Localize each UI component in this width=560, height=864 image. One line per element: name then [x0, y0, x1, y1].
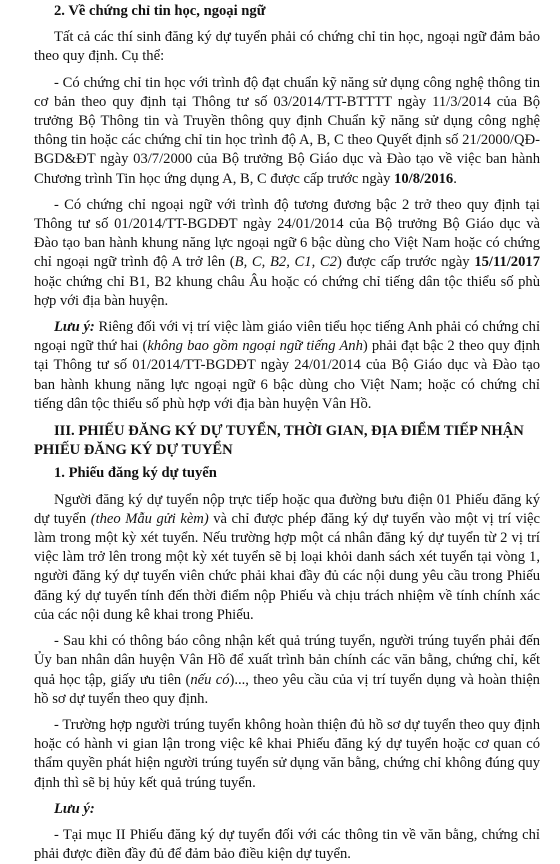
intro-paragraph: Tất cả các thí sinh đăng ký dự tuyển phải có chứng chỉ tin học, ngoại ngữ đảm bảo theo quy định. Cụ thể:: [34, 29, 540, 65]
lang-text-c: hoặc chứng chỉ B1, B2 khung châu Âu hoặc có chứng chỉ tiếng dân tộc thiểu số phù hợp với địa bàn huyện.: [34, 273, 540, 309]
lang-levels: B, C, B2, C1, C2: [234, 254, 337, 271]
section-ii-note-paragraph: - Tại mục II Phiếu đăng ký dự tuyển đối với các thông tin về văn bằng, chứng chỉ phải được điền đầy đủ để đảm bảo điều kiện dự tuyển.: [34, 826, 540, 863]
lang-text-a: - Có chứng chỉ ngoại ngữ với trình độ tương đương bậc 2 trở theo quy định tại Thông tư số 01/2014/TT-BGDĐT ngày 24/01/2014 của Bộ trưởng Bộ Giáo dục và Đào tạo ban hành khung năng lực ngoại ngữ 6 bậc dùng cho Việt Nam hoặc có chứng chỉ ngoại ngữ trình độ A trở lên (: [34, 196, 540, 271]
p2-italic: nếu có: [190, 671, 230, 688]
p2-text-b: )..., theo yêu cầu của vị trí tuyển dụng và hoàn thiện hồ sơ dự tuyển theo quy định.: [34, 671, 540, 707]
registration-paragraph: [34, 491, 540, 625]
section-2-heading: 2. Về chứng chỉ tin học, ngoại ngữ: [54, 3, 266, 19]
section-3-1-heading: 1. Phiếu đăng ký dự tuyển: [54, 465, 217, 482]
p1-text-a: Người đăng ký dự tuyển nộp trực tiếp hoặc qua đường bưu điện 01 Phiếu đăng ký dự tuyển: [34, 491, 540, 527]
note-paragraph: [34, 318, 540, 414]
cancellation-paragraph: - Trường hợp người trúng tuyển không hoàn thiện đủ hồ sơ dự tuyển theo quy định hoặc có hành vi gian lận trong việc kê khai Phiếu đăng ký dự tuyển hoặc cơ quan có thẩm quyền phát hiện người trúng tuyển sử dụng văn bằng, chứng chỉ không đúng quy định thì sẽ bị hủy kết quả trúng tuyển.: [34, 716, 540, 791]
note-2-label: Lưu ý:: [54, 800, 95, 817]
it-deadline-date: 10/8/2016: [394, 170, 454, 187]
it-end: .: [453, 170, 457, 187]
p2-text-a: - Sau khi có thông báo công nhận kết quả trúng tuyển, người trúng tuyển phải đến Ủy ban nhân dân huyện Vân Hồ để xuất trình bản chính các văn bằng, chứng chỉ, kết quả học tập, giấy ưu tiên (: [34, 633, 540, 688]
note-label: Lưu ý:: [54, 319, 95, 336]
p1-italic: (theo Mẫu gửi kèm): [90, 510, 209, 527]
it-text: - Có chứng chỉ tin học với trình độ đạt chuẩn kỹ năng sử dụng công nghệ thông tin cơ bản theo quy định tại Thông tư số 03/2014/TT-BTTTT ngày 11/3/2014 của Bộ trưởng Bộ Thông tin và Truyền thông quy định Chuẩn kỹ năng sử dụng công nghệ thông tin hoặc các chứng chỉ tin học trình độ A, B, C theo Quyết định số 21/2000/QĐ-BGD&ĐT ngày 03/7/2000 của Bộ trưởng Bộ Giáo dục và Đào tạo về việc ban hành Chương trình Tin học ứng dụng A, B, C được cấp trước ngày: [34, 74, 540, 187]
results-paragraph: [34, 632, 540, 709]
lang-deadline-date: 15/11/2017: [474, 254, 540, 271]
it-certificate-paragraph: [34, 74, 540, 189]
p1-text-b: và chỉ được phép đăng ký dự tuyển vào một vị trí việc làm trong một kỳ xét tuyển. Nếu trường hợp một cá nhân đăng ký dự tuyển từ 2 vị trí việc làm trở lên trong một kỳ xét tuyển sẽ bị loại khỏi danh sách xét tuyển tại vòng 1, người đăng ký dự tuyển viên chức phải khai đầy đủ các nội dung yêu cầu trong Phiếu đăng ký dự tuyển tính đến thời điểm nộp Phiếu và chịu trách nhiệm về tính chính xác của các nội dung kê khai trong Phiếu.: [34, 510, 540, 623]
language-certificate-paragraph: [34, 196, 540, 311]
note-text-a: Riêng đối với vị trí việc làm giáo viên tiểu học tiếng Anh phải có chứng chỉ ngoại ngữ thứ hai (: [34, 319, 540, 355]
lang-text-b: ) được cấp trước ngày: [336, 254, 475, 271]
section-3-heading: III. PHIẾU ĐĂNG KÝ DỰ TUYỂN, THỜI GIAN, ĐỊA ĐIỂM TIẾP NHẬN PHIẾU ĐĂNG KÝ DỰ TUYỂN: [34, 423, 524, 459]
note-text-b: ) phải đạt bậc 2 theo quy định tại Thông tư số 01/2014/TT-BGDĐT ngày 24/01/2014 của Bộ Giáo dục và Đào tạo ban hành khung năng lực ngoại ngữ 6 bậc dùng cho Việt Nam; hoặc có chứng chỉ tiếng dân tộc thiểu số phù hợp với địa bàn huyện Vân Hồ.: [34, 338, 540, 412]
note-italic: không bao gồm ngoại ngữ tiếng Anh: [147, 338, 363, 355]
